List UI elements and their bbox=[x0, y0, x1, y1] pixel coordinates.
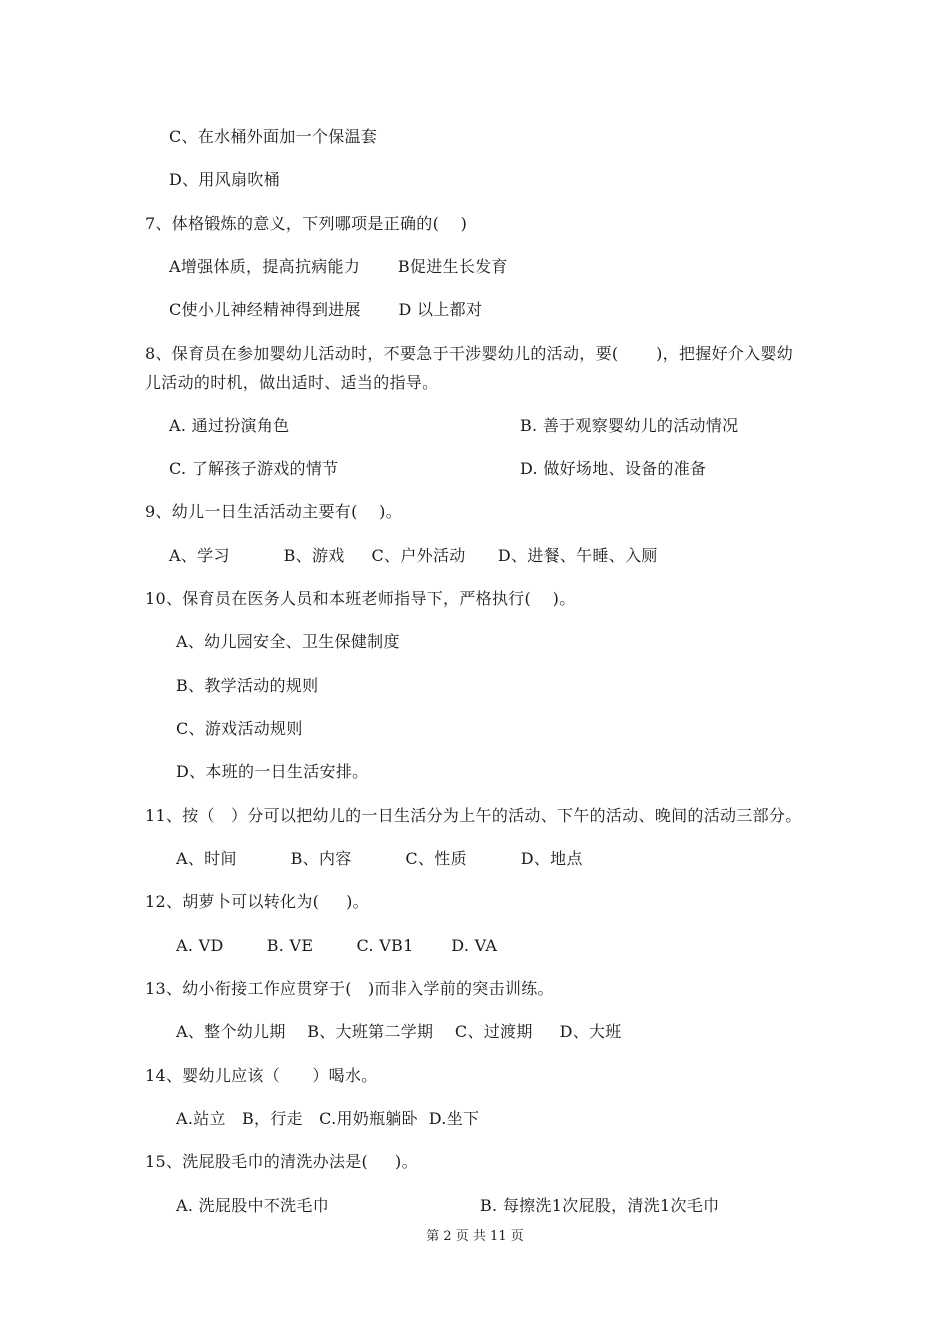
q12-stem: 12、胡萝卜可以转化为( )。 bbox=[145, 892, 369, 911]
q11-stem: 11、按（ ）分可以把幼儿的一日生活分为上午的活动、下午的活动、晚间的活动三部分。 bbox=[145, 806, 802, 825]
q8-stem-line1: 8、保育员在参加婴幼儿活动时，不要急于干涉婴幼儿的活动，要( )，把握好介入婴幼 bbox=[145, 344, 794, 363]
q8-option-a: A. 通过扮演角色 bbox=[169, 416, 290, 435]
q12-options: A. VD B. VE C. VB1 D. VA bbox=[176, 936, 498, 955]
q15-option-a: A. 洗屁股中不洗毛巾 bbox=[176, 1196, 330, 1215]
q9-stem: 9、幼儿一日生活活动主要有( )。 bbox=[145, 502, 403, 521]
q7-options-row1: A增强体质，提高抗病能力 B促进生长发育 bbox=[169, 257, 508, 276]
q8-stem-line2: 儿活动的时机，做出适时、适当的指导。 bbox=[145, 373, 439, 392]
q13-options: A、整个幼儿期 B、大班第二学期 C、过渡期 D、大班 bbox=[176, 1022, 622, 1041]
q8-option-c: C. 了解孩子游戏的情节 bbox=[169, 459, 339, 478]
q6-option-c: C、在水桶外面加一个保温套 bbox=[169, 127, 378, 146]
q7-stem: 7、体格锻炼的意义，下列哪项是正确的( ) bbox=[145, 214, 468, 233]
q15-option-b: B. 每擦洗1次屁股，清洗1次毛巾 bbox=[480, 1196, 720, 1215]
q14-options: A.站立 B，行走 C.用奶瓶躺卧 D.坐下 bbox=[176, 1109, 480, 1128]
q10-stem: 10、保育员在医务人员和本班老师指导下，严格执行( )。 bbox=[145, 589, 576, 608]
q11-options: A、时间 B、内容 C、性质 D、地点 bbox=[176, 849, 583, 868]
q8-option-d: D. 做好场地、设备的准备 bbox=[520, 459, 707, 478]
q7-options-row2: C使小儿神经精神得到进展 D 以上都对 bbox=[169, 300, 483, 319]
q15-stem: 15、洗屁股毛巾的清洗办法是( )。 bbox=[145, 1152, 418, 1171]
q10-option-a: A、幼儿园安全、卫生保健制度 bbox=[176, 632, 400, 651]
q9-options: A、学习 B、游戏 C、户外活动 D、进餐、午睡、入厕 bbox=[169, 546, 658, 565]
q13-stem: 13、幼小衔接工作应贯穿于( )而非入学前的突击训练。 bbox=[145, 979, 554, 998]
page-number-footer: 第 2 页 共 11 页 bbox=[426, 1229, 524, 1244]
q10-option-c: C、游戏活动规则 bbox=[176, 719, 303, 738]
q8-option-b: B. 善于观察婴幼儿的活动情况 bbox=[520, 416, 739, 435]
q14-stem: 14、婴幼儿应该（ ）喝水。 bbox=[145, 1066, 378, 1085]
q10-option-b: B、教学活动的规则 bbox=[176, 676, 319, 695]
q6-option-d: D、用风扇吹桶 bbox=[169, 170, 280, 189]
q10-option-d: D、本班的一日生活安排。 bbox=[176, 762, 369, 781]
